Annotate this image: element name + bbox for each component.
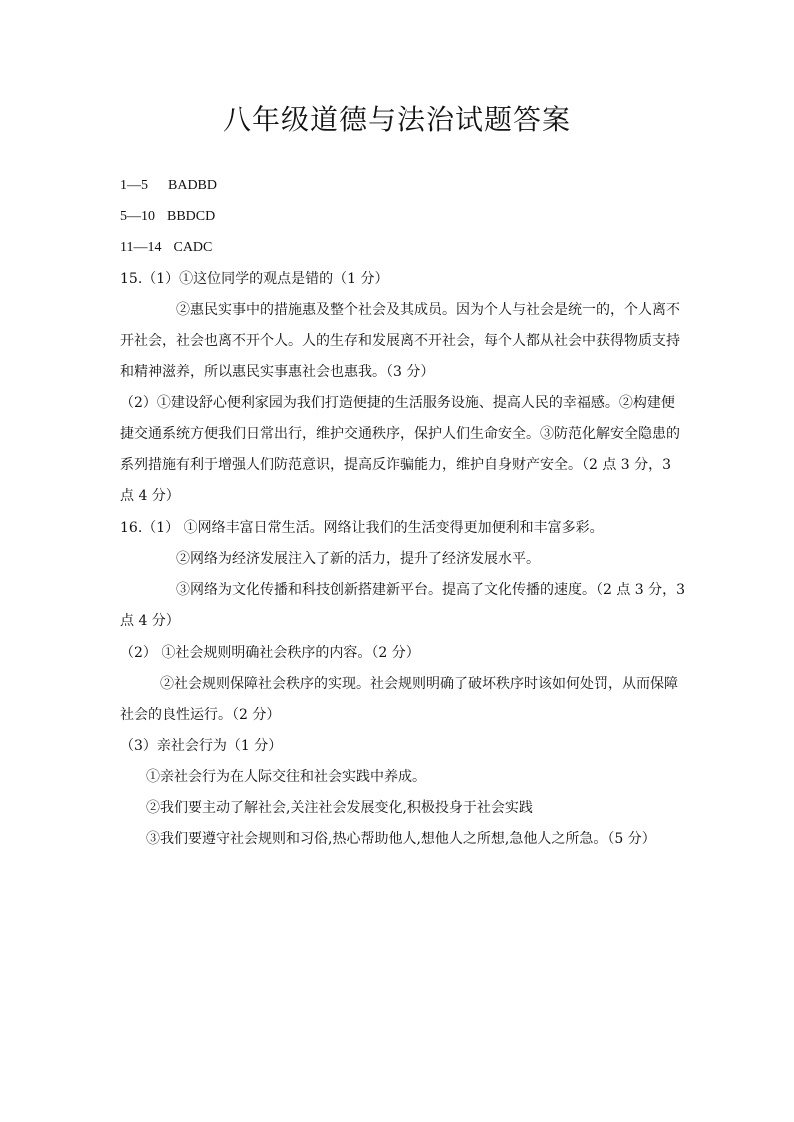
mc-range: 1—5 [120,178,148,193]
q16-part1-line: ③网络为文化传播和科技创新搭建新平台。提高了文化传播的速度。（2 点 3 分，3 [176,582,686,598]
mc-range: 5—10 [120,209,155,224]
mc-answer-row-3 [120,240,212,256]
page-title: 八年级道德与法治试题答案 [222,103,571,136]
q15-part1-reason-line: 开社会，社会也离不开个人。人的生存和发展离不开社会，每个人都从社会中获得物质支持 [120,333,680,349]
mc-range: 11—14 [120,240,162,255]
mc-answers: BADBD [168,178,218,193]
mc-answers: BBDCD [167,209,216,224]
q16-part3-line: ①亲社会行为在人际交往和社会实践中养成。 [146,769,426,785]
mc-answer-row-1 [120,178,217,194]
q16-part3-line: （3）亲社会行为（1 分） [120,738,283,754]
q16-part3-line: ②我们要主动了解社会,关注社会发展变化,积极投身于社会实践 [146,800,533,816]
q15-part1-reason-line: 和精神滋养，所以惠民实事惠社会也惠我。（3 分） [120,364,435,380]
q16-part1-line: 点 4 分） [120,613,180,629]
q16-part2-line: 社会的良性运行。（2 分） [120,707,281,723]
q15-part2-line: 点 4 分） [120,488,180,504]
q16-part1-line: 16.（1） ①网络丰富日常生活。网络让我们的生活变得更加便利和丰富多彩。 [120,520,604,536]
q15-part1-reason-line: ②惠民实事中的措施惠及整个社会及其成员。因为个人与社会是统一的，个人离不 [176,302,680,318]
q16-part2-line: （2） ①社会规则明确社会秩序的内容。（2 分） [120,645,420,661]
mc-answer-row-2 [120,209,215,225]
q15-part2-line: 系列措施有利于增强人们防范意识，提高反诈骗能力，维护自身财产安全。（2 点 3 分，3 [120,457,672,473]
q15-part2-line: （2）①建设舒心便利家园为我们打造便捷的生活服务设施、提高人民的幸福感。②构建便 [120,395,675,411]
q16-part3-line: ③我们要遵守社会规则和习俗,热心帮助他人,想他人之所想,急他人之所急。（5 分） [146,831,656,847]
mc-answers: CADC [173,240,213,255]
q16-part2-line: ②社会规则保障社会秩序的实现。社会规则明确了破坏秩序时该如何处罚，从而保障 [160,676,678,692]
q16-part1-line: ②网络为经济发展注入了新的活力，提升了经济发展水平。 [176,551,540,567]
q15-part1-line: 15.（1）①这位同学的观点是错的（1 分） [120,271,389,287]
q15-part2-line: 捷交通系统方便我们日常出行，维护交通秩序，保护人们生命安全。③防范化解安全隐患的 [120,426,680,442]
